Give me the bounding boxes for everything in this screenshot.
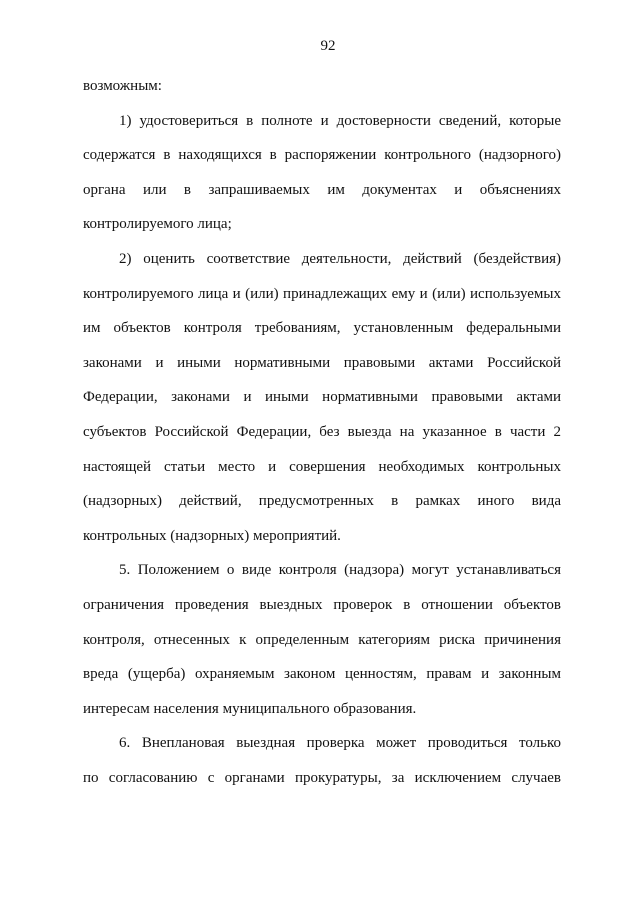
text-line: Федерации, законами и иными нормативными правовыми актами: [83, 389, 561, 406]
text-line: вреда (ущерба) охраняемым законом ценностям, правам и законным: [83, 666, 561, 683]
paragraph-item-2: [83, 242, 561, 553]
text-line: субъектов Российской Федерации, без выезда на указанное в части 2: [83, 423, 561, 440]
text-line: контролируемого лица;: [83, 216, 232, 233]
paragraph-section-5: [83, 553, 561, 726]
text-line: настоящей статьи место и совершения необходимых контрольных: [83, 458, 561, 475]
text-line: ограничения проведения выездных проверок в отношении объектов: [83, 596, 561, 613]
text-line: органа или в запрашиваемых им документах и объяснениях: [83, 181, 561, 198]
paragraph-continuation: [83, 69, 561, 104]
text-line: контрольных (надзорных) мероприятий.: [83, 527, 341, 544]
text-line: возможным:: [83, 78, 162, 94]
text-line: 6. Внеплановая выездная проверка может проводиться только: [119, 735, 561, 752]
page-number: 92: [320, 38, 336, 54]
text-line: законами и иными нормативными правовыми актами Российской: [83, 354, 561, 371]
text-line: контролируемого лица и (или) принадлежащих ему и (или) используемых: [83, 285, 561, 302]
text-line: содержатся в находящихся в распоряжении контрольного (надзорного): [83, 147, 561, 164]
text-line: им объектов контроля требованиям, установленным федеральными: [83, 320, 561, 337]
text-line: по согласованию с органами прокуратуры, за исключением случаев: [83, 769, 561, 786]
paragraph-section-6: [83, 726, 561, 795]
text-line: контроля, отнесенных к определенным категориям риска причинения: [83, 631, 561, 648]
paragraph-item-1: [83, 104, 561, 242]
text-line: 5. Положением о виде контроля (надзора) могут устанавливаться: [119, 562, 561, 579]
text-line: 1) удостовериться в полноте и достоверности сведений, которые: [119, 112, 561, 129]
document-body: [83, 69, 561, 795]
text-line: 2) оценить соответствие деятельности, действий (бездействия): [119, 250, 561, 267]
text-line: (надзорных) действий, предусмотренных в рамках иного вида: [83, 493, 561, 510]
text-line: интересам населения муниципального образования.: [83, 700, 417, 717]
